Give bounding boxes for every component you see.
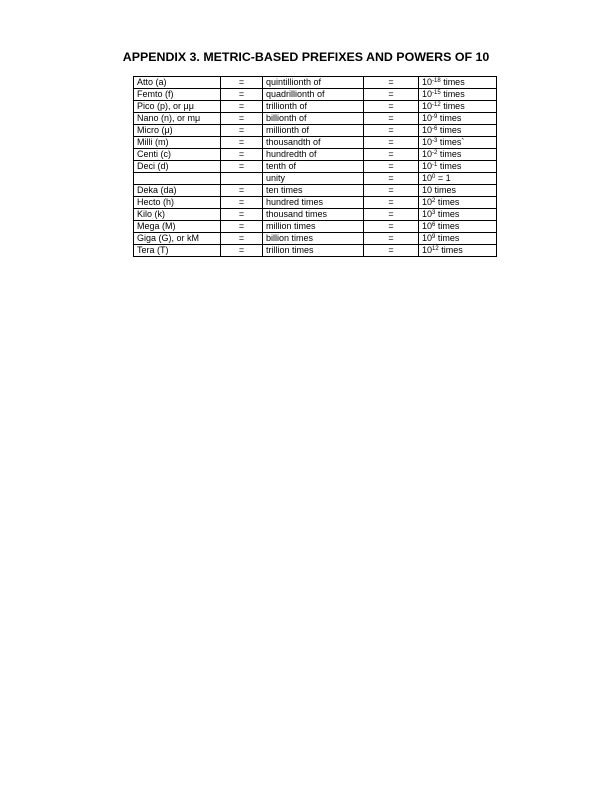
equals-cell: = [364,113,419,125]
power-cell [419,137,497,149]
power-cell [419,197,497,209]
power-cell [419,161,497,173]
power-exponent: -2 [432,150,438,156]
equals-cell: = [364,137,419,149]
description-cell: thousandth of [263,137,364,149]
power-exponent: -3 [432,138,438,144]
power-cell [419,173,497,185]
table-row [134,113,497,125]
power-cell [419,113,497,125]
prefix-cell: Centi (c) [134,149,221,161]
equals-cell: = [221,197,263,209]
power-cell [419,149,497,161]
description-cell: trillionth of [263,101,364,113]
power-suffix: times` [437,137,465,147]
power-base: 10 [422,245,433,255]
equals-cell: = [364,161,419,173]
power-suffix: times [440,101,465,111]
power-base: 10 [422,197,433,207]
prefix-cell: Kilo (k) [134,209,221,221]
power-base: 10 [422,233,433,243]
prefix-cell: Hecto (h) [134,197,221,209]
power-exponent: -15 [432,90,441,96]
equals-cell: = [221,161,263,173]
power-base: 10 [422,89,433,99]
description-cell: thousand times [263,209,364,221]
power-exponent: -6 [432,126,438,132]
power-base: 10 [422,125,433,135]
prefix-cell [134,173,221,185]
power-base: 10 [422,161,433,171]
description-cell: hundredth of [263,149,364,161]
prefix-cell: Deci (d) [134,161,221,173]
equals-cell: = [364,89,419,101]
power-exponent: -18 [432,78,441,84]
power-exponent: -1 [432,162,438,168]
table-row [134,173,497,185]
power-suffix: times [435,197,460,207]
prefix-cell: Micro (μ) [134,125,221,137]
power-cell [419,101,497,113]
table-row [134,209,497,221]
table-row [134,161,497,173]
power-base: 10 [422,113,433,123]
power-exponent: 9 [432,234,436,240]
equals-cell: = [364,209,419,221]
equals-cell: = [221,233,263,245]
power-base: 10 times [422,185,457,195]
prefix-cell: Deka (da) [134,185,221,197]
equals-cell: = [221,185,263,197]
power-base: 10 [422,77,433,87]
equals-cell: = [221,89,263,101]
power-cell [419,77,497,89]
table-row [134,149,497,161]
power-base: 10 [422,137,433,147]
equals-cell: = [221,125,263,137]
equals-cell: = [221,221,263,233]
power-cell [419,209,497,221]
description-cell: unity [263,173,364,185]
power-exponent: 3 [432,210,436,216]
table-row [134,137,497,149]
table-row [134,197,497,209]
description-cell: million times [263,221,364,233]
power-base: 10 [422,101,433,111]
prefix-cell: Milli (m) [134,137,221,149]
equals-cell: = [221,113,263,125]
description-cell: tenth of [263,161,364,173]
equals-cell: = [364,125,419,137]
power-suffix: times [440,89,465,99]
power-suffix: times [437,125,462,135]
table-row [134,221,497,233]
table-row [134,125,497,137]
power-cell [419,185,497,197]
equals-cell: = [364,173,419,185]
power-suffix: times [437,149,462,159]
table-row [134,233,497,245]
prefix-cell: Giga (G), or kM [134,233,221,245]
power-exponent: 0 [432,174,436,180]
description-cell: quintillionth of [263,77,364,89]
prefix-cell: Pico (p), or μμ [134,101,221,113]
power-base: 10 [422,149,433,159]
equals-cell: = [221,209,263,221]
power-suffix: = 1 [435,173,451,183]
prefix-table [133,76,497,257]
description-cell: trillion times [263,245,364,257]
equals-cell: = [221,101,263,113]
power-cell [419,233,497,245]
power-exponent: -9 [432,114,438,120]
description-cell: millionth of [263,125,364,137]
power-base: 10 [422,209,433,219]
prefix-cell: Atto (a) [134,77,221,89]
power-exponent: 6 [432,222,436,228]
equals-cell: = [364,77,419,89]
equals-cell: = [364,185,419,197]
description-cell: quadrillionth of [263,89,364,101]
power-cell [419,89,497,101]
power-cell [419,125,497,137]
table-row [134,101,497,113]
description-cell: ten times [263,185,364,197]
power-suffix: times [440,77,465,87]
equals-cell: = [364,101,419,113]
power-suffix: times [435,209,460,219]
equals-cell: = [364,245,419,257]
power-suffix: times [435,233,460,243]
equals-cell [221,173,263,185]
table-row [134,77,497,89]
prefix-cell: Femto (f) [134,89,221,101]
power-exponent: 12 [432,246,439,252]
power-cell [419,245,497,257]
page-title: APPENDIX 3. METRIC-BASED PREFIXES AND POWERS OF 10 [122,50,490,64]
equals-cell: = [221,245,263,257]
equals-cell: = [221,149,263,161]
equals-cell: = [221,77,263,89]
power-cell [419,221,497,233]
table-row [134,89,497,101]
table-row [134,185,497,197]
description-cell: billion times [263,233,364,245]
prefix-cell: Nano (n), or mμ [134,113,221,125]
power-suffix: times [435,221,460,231]
prefix-cell: Tera (T) [134,245,221,257]
power-suffix: times [437,161,462,171]
description-cell: billionth of [263,113,364,125]
equals-cell: = [364,221,419,233]
equals-cell: = [221,137,263,149]
power-suffix: times [437,113,462,123]
equals-cell: = [364,233,419,245]
power-base: 10 [422,221,433,231]
power-suffix: times [438,245,463,255]
description-cell: hundred times [263,197,364,209]
power-base: 10 [422,173,433,183]
equals-cell: = [364,197,419,209]
power-exponent: 2 [432,198,436,204]
table-row [134,245,497,257]
power-exponent: -12 [432,102,441,108]
equals-cell: = [364,149,419,161]
prefix-cell: Mega (M) [134,221,221,233]
